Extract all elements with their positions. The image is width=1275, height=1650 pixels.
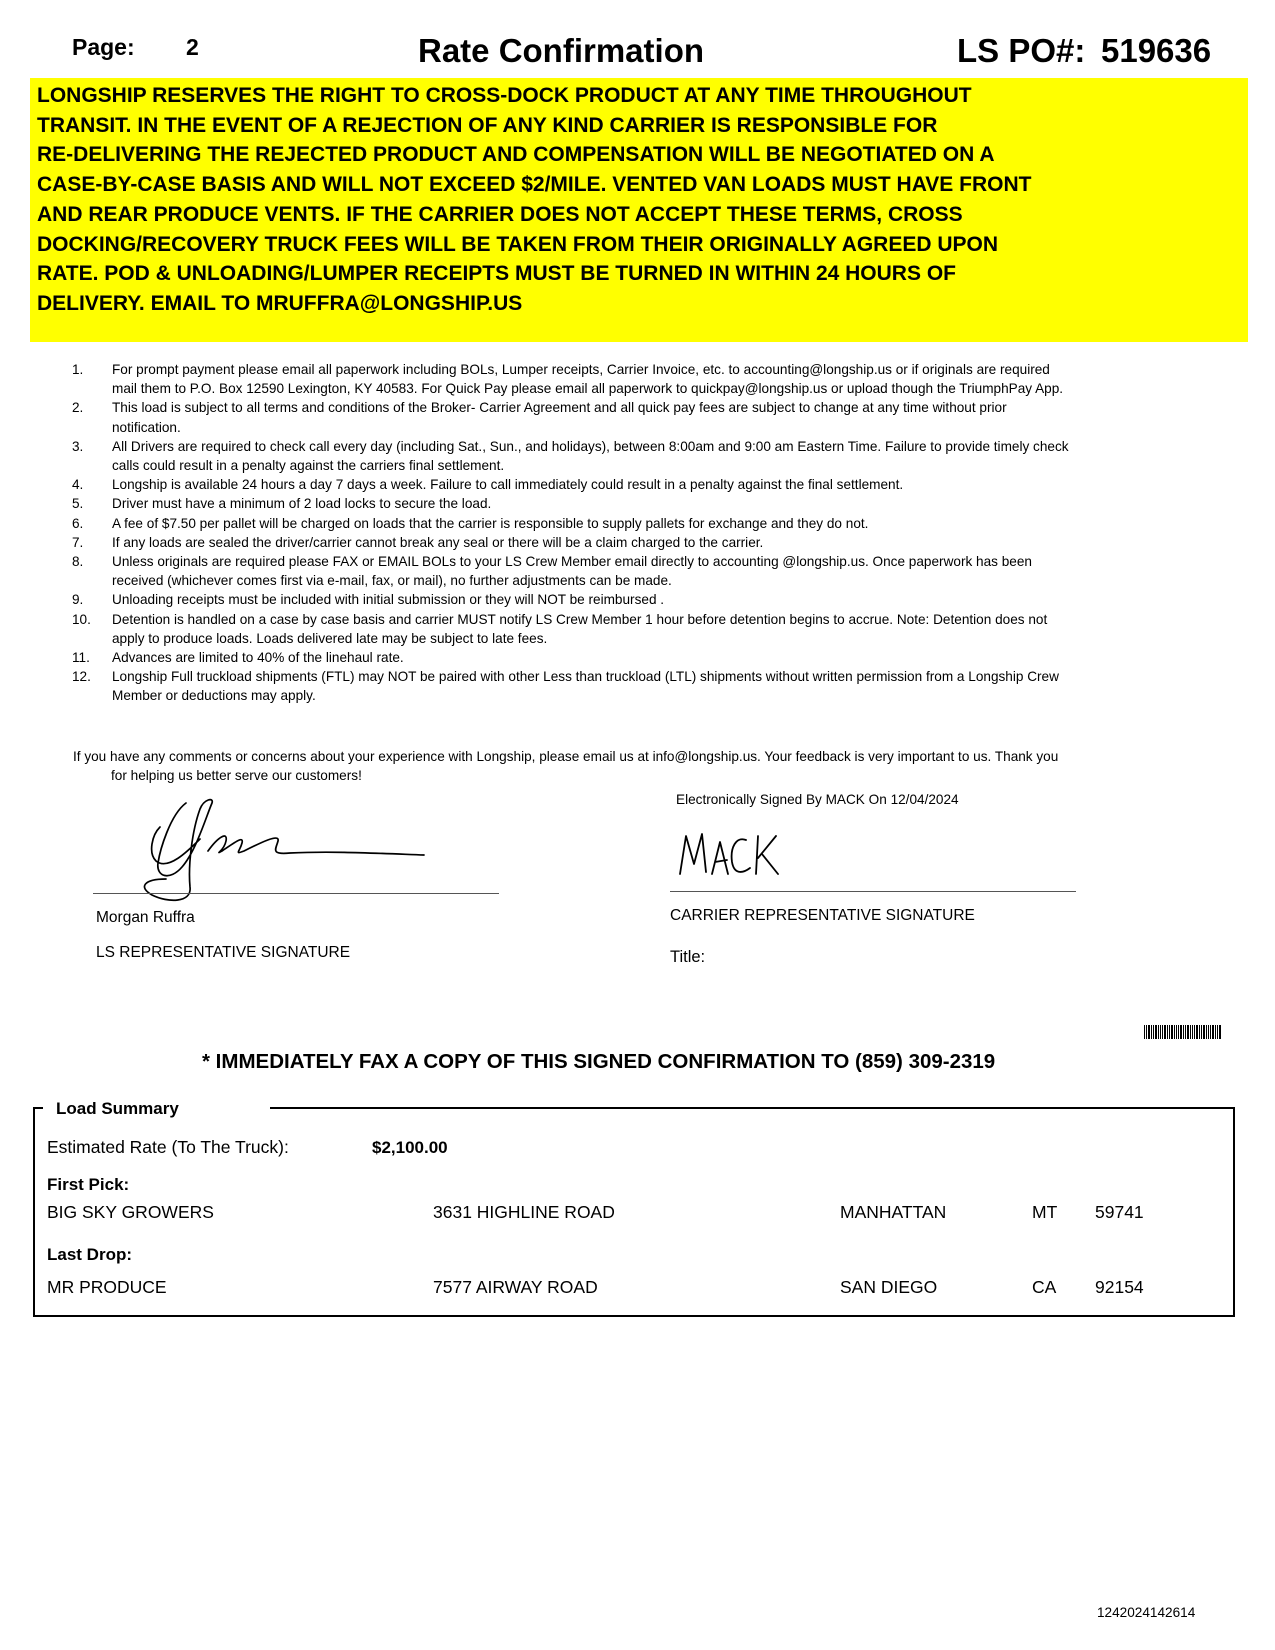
- title-field-label: Title:: [670, 948, 706, 966]
- carrier-signature-line: [670, 891, 1076, 892]
- term-text: Unless originals are required please FAX or EMAIL BOLs to your LS Crew Member email directly to accounting @longship.us. Once paperwork has been received (whichever comes first via e-mail, fax, or mail), no further adjustments can be made.: [112, 554, 1032, 589]
- term-item: [72, 514, 1072, 533]
- ls-representative-name: Morgan Ruffra: [96, 909, 195, 926]
- barcode: [1144, 1025, 1222, 1039]
- notice-line: RATE. POD & UNLOADING/LUMPER RECEIPTS MUST BE TURNED IN WITHIN 24 HOURS OF: [37, 262, 956, 286]
- last-drop-zip: 92154: [1095, 1277, 1144, 1297]
- document-id: 1242024142614: [1097, 1605, 1196, 1620]
- term-text: Detention is handled on a case by case basis and carrier MUST notify LS Crew Member 1 hour before detention begins to accrue. Note: Detention does not apply to produce loads. Loads delivered late may be subject to late fees.: [112, 611, 1048, 646]
- estimated-rate-value: $2,100.00: [372, 1138, 448, 1157]
- term-number: 9.: [72, 592, 84, 608]
- term-text: Advances are limited to 40% of the linehaul rate.: [112, 650, 404, 666]
- fax-notice: * IMMEDIATELY FAX A COPY OF THIS SIGNED CONFIRMATION TO (859) 309-2319: [202, 1050, 996, 1073]
- term-item: [72, 667, 1072, 705]
- term-text: All Drivers are required to check call every day (including Sat., Sun., and holidays), between 8:00am and 9:00 am Eastern Time. Failure to provide timely check calls could result in a penalty against the carriers final settlement.: [112, 438, 1069, 474]
- notice-line: AND REAR PRODUCE VENTS. IF THE CARRIER DOES NOT ACCEPT THESE TERMS, CROSS: [37, 202, 963, 226]
- carrier-signature-label: CARRIER REPRESENTATIVE SIGNATURE: [670, 907, 975, 924]
- term-text: For prompt payment please email all paperwork including BOLs, Lumper receipts, Carrier Invoice, etc. to accounting@longship.us or if originals are required mail them to P.O. Box 12590 Lexington, KY 40583. For Quick Pay please email all paperwork to quickpay@longship.us or upload though the TriumphPay App.: [112, 362, 1064, 397]
- carrier-handwritten-signature: [676, 830, 796, 878]
- term-text: This load is subject to all terms and conditions of the Broker- Carrier Agreement and all quick pay fees are subject to change at any time without prior notification.: [112, 400, 1007, 435]
- term-item: [72, 360, 1072, 398]
- first-pick-state: MT: [1032, 1202, 1058, 1222]
- last-drop-label: Last Drop:: [47, 1245, 132, 1264]
- term-number: 1.: [72, 362, 84, 377]
- term-number: 12.: [72, 669, 91, 685]
- ls-handwritten-signature: [130, 795, 430, 905]
- notice-line: LONGSHIP RESERVES THE RIGHT TO CROSS-DOCK PRODUCT AT ANY TIME THROUGHOUT: [37, 84, 972, 107]
- po-number: 519636: [1101, 32, 1212, 69]
- feedback-paragraph: [73, 747, 1073, 785]
- terms-list: [72, 360, 1072, 706]
- term-item: [72, 398, 1072, 436]
- first-pick-name: BIG SKY GROWERS: [47, 1202, 214, 1222]
- document-title: Rate Confirmation: [418, 32, 705, 69]
- load-summary-border: [270, 1107, 1233, 1109]
- first-pick-label: First Pick:: [47, 1175, 130, 1194]
- notice-line: DOCKING/RECOVERY TRUCK FEES WILL BE TAKEN FROM THEIR ORIGINALLY AGREED UPON: [37, 232, 999, 256]
- feedback-text: If you have any comments or concerns about your experience with Longship, please email us at info@longship.us. Your feedback is very important to us. Thank you for helping us better serve our customers!: [73, 749, 1059, 784]
- term-item: [72, 475, 1072, 494]
- page-number: 2: [186, 34, 199, 60]
- last-drop-address: 7577 AIRWAY ROAD: [433, 1277, 598, 1297]
- load-summary-border: [33, 1107, 43, 1109]
- term-number: 10.: [72, 611, 91, 627]
- notice-line: DELIVERY. EMAIL TO MRUFFRA@LONGSHIP.US: [37, 291, 523, 315]
- notice-line: RE-DELIVERING THE REJECTED PRODUCT AND COMPENSATION WILL BE NEGOTIATED ON A: [37, 143, 995, 167]
- page-label: Page:: [72, 34, 135, 60]
- term-number: 2.: [72, 400, 84, 416]
- term-number: 11.: [72, 650, 90, 666]
- term-number: 5.: [72, 496, 84, 512]
- term-number: 7.: [72, 534, 84, 550]
- term-number: 4.: [72, 477, 84, 493]
- term-item: [72, 610, 1072, 648]
- term-text: Longship Full truckload shipments (FTL) may NOT be paired with other Less than truckload (LTL) shipments without written permission from a Longship Crew Member or deductions may apply.: [112, 669, 1059, 704]
- term-item: [72, 552, 1072, 590]
- term-number: 8.: [72, 554, 84, 570]
- estimated-rate-label: Estimated Rate (To The Truck):: [47, 1137, 289, 1157]
- first-pick-zip: 59741: [1095, 1202, 1144, 1222]
- term-item: [72, 437, 1072, 475]
- term-number: 3.: [72, 438, 84, 454]
- ls-signature-line: [93, 893, 499, 894]
- term-text: If any loads are sealed the driver/carrier cannot break any seal or there will be a claim charged to the carrier.: [112, 534, 764, 550]
- notice-line: TRANSIT. IN THE EVENT OF A REJECTION OF ANY KIND CARRIER IS RESPONSIBLE FOR: [37, 113, 938, 137]
- term-text: Longship is available 24 hours a day 7 days a week. Failure to call immediately could result in a penalty against the final settlement.: [112, 477, 904, 493]
- term-item: [72, 494, 1072, 513]
- term-item: [72, 648, 1072, 667]
- term-number: 6.: [72, 515, 84, 531]
- load-summary-title: Load Summary: [56, 1099, 179, 1118]
- term-text: Driver must have a minimum of 2 load locks to secure the load.: [112, 496, 492, 512]
- po-label: LS PO#:: [957, 32, 1086, 69]
- notice-line: CASE-BY-CASE BASIS AND WILL NOT EXCEED $2/MILE. VENTED VAN LOADS MUST HAVE FRONT: [37, 173, 1032, 197]
- last-drop-name: MR PRODUCE: [47, 1277, 167, 1297]
- electronic-signature-note: Electronically Signed By MACK On 12/04/2024: [676, 792, 959, 807]
- term-item: [72, 533, 1072, 552]
- term-text: Unloading receipts must be included with initial submission or they will NOT be reimbursed .: [112, 592, 665, 608]
- notice-text: [37, 81, 1145, 319]
- last-drop-city: SAN DIEGO: [840, 1277, 938, 1297]
- first-pick-city: MANHATTAN: [840, 1202, 947, 1222]
- first-pick-address: 3631 HIGHLINE ROAD: [433, 1202, 615, 1222]
- last-drop-state: CA: [1032, 1277, 1057, 1297]
- term-item: [72, 590, 1072, 609]
- ls-signature-label: LS REPRESENTATIVE SIGNATURE: [96, 944, 351, 961]
- cross-dock-notice: [30, 78, 1248, 342]
- term-text: A fee of $7.50 per pallet will be charged on loads that the carrier is responsible to supply pallets for exchange and they do not.: [112, 515, 869, 531]
